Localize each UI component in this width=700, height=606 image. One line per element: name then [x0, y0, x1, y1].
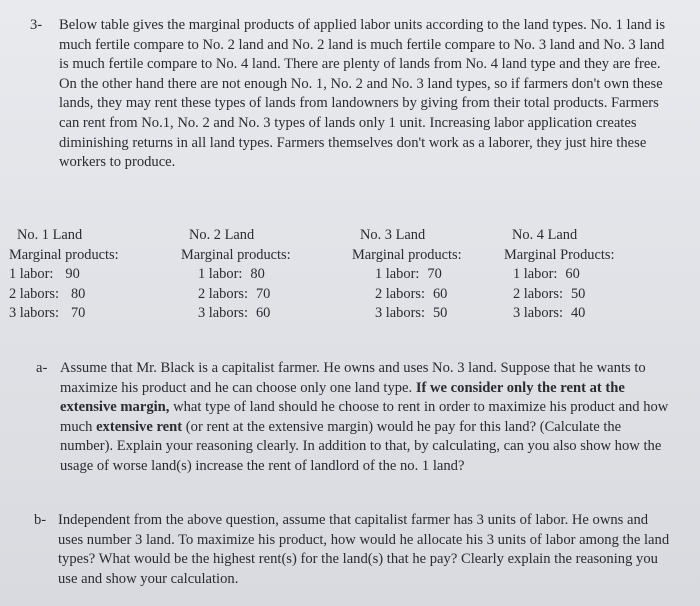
land-title: No. 3 Land	[360, 227, 426, 243]
labor-row: 1 labor: 70	[375, 266, 442, 282]
land-subtitle: Marginal products:	[181, 246, 291, 263]
land-column-2	[181, 226, 291, 324]
labor-row: 2 labors: 60	[375, 285, 448, 302]
land-title: No. 2 Land	[189, 227, 255, 243]
land-subtitle: Marginal products:	[352, 246, 462, 263]
marginal-products-table	[0, 226, 700, 326]
land-column-3	[352, 226, 462, 324]
part-b-text: Independent from the above question, assume that capitalist farmer has 3 units of labor. He owns and uses number 3 land. To maximize his product, how would he allocate his 3 units of labor among the land types? What would be the highest rent(s) for the land(s) that he pay? Clearly explain the reasoning you use and show your calculation.	[58, 512, 670, 587]
land-subtitle: Marginal Products:	[504, 246, 615, 263]
labor-row: 1 labor: 60	[513, 266, 580, 282]
labor-row: 3 labors: 70	[9, 305, 86, 321]
labor-row: 3 labors: 40	[513, 305, 586, 321]
part-a	[36, 359, 676, 477]
question-number: 3-	[30, 17, 43, 33]
labor-row: 1 labor: 90	[9, 266, 80, 282]
part-a-label: a-	[36, 360, 48, 376]
labor-row: 3 labors: 60	[198, 305, 271, 321]
question-3	[30, 16, 670, 173]
labor-row: 2 labors: 70	[198, 285, 271, 302]
labor-row: 2 labors: 50	[513, 285, 586, 302]
question-text: Below table gives the marginal products of applied labor units according to the land types. No. 1 land is much fertile compare to No. 2 land and No. 2 land is much fertile compare to No. 3 land and No. 3 land is much fertile compare to No. 4 land. There are plenty of lands from No. 4 land type and they are free. On the other hand there are not enough No. 1, No. 2 and No. 3 land types, so if farmers don't own these lands, they may rent these types of lands from landowners by giving from their total products. Farmers can rent from No.1, No. 2 and No. 3 types of lands only 1 unit. Increasing labor application creates diminishing returns in all land types. Farmers themselves don't work as a laborer, they just hire these workers to produce.	[59, 17, 666, 171]
land-column-1	[9, 226, 119, 324]
labor-row: 2 labors: 80	[9, 285, 86, 302]
labor-row: 1 labor: 80	[198, 266, 265, 282]
land-title: No. 4 Land	[512, 227, 578, 243]
part-b	[34, 511, 674, 589]
part-a-text: Assume that Mr. Black is a capitalist farmer. He owns and uses No. 3 land. Suppose that he wants to maximize his product and he can choose only one land type. If we consider only the rent at the extensive margin, what type of land should he choose to rent in order to maximize his product and how much extensive rent (or rent at the extensive margin) would he pay for this land? (Calculate the number). Explain your reasoning clearly. In addition to that, by calculating, can you also show how the usage of worse land(s) increase the rent of landlord of the no. 1 land?	[60, 360, 669, 474]
land-subtitle: Marginal products:	[9, 246, 119, 263]
part-b-label: b-	[34, 512, 47, 528]
land-column-4	[504, 226, 614, 324]
labor-row: 3 labors: 50	[375, 305, 448, 321]
land-title: No. 1 Land	[17, 227, 83, 243]
